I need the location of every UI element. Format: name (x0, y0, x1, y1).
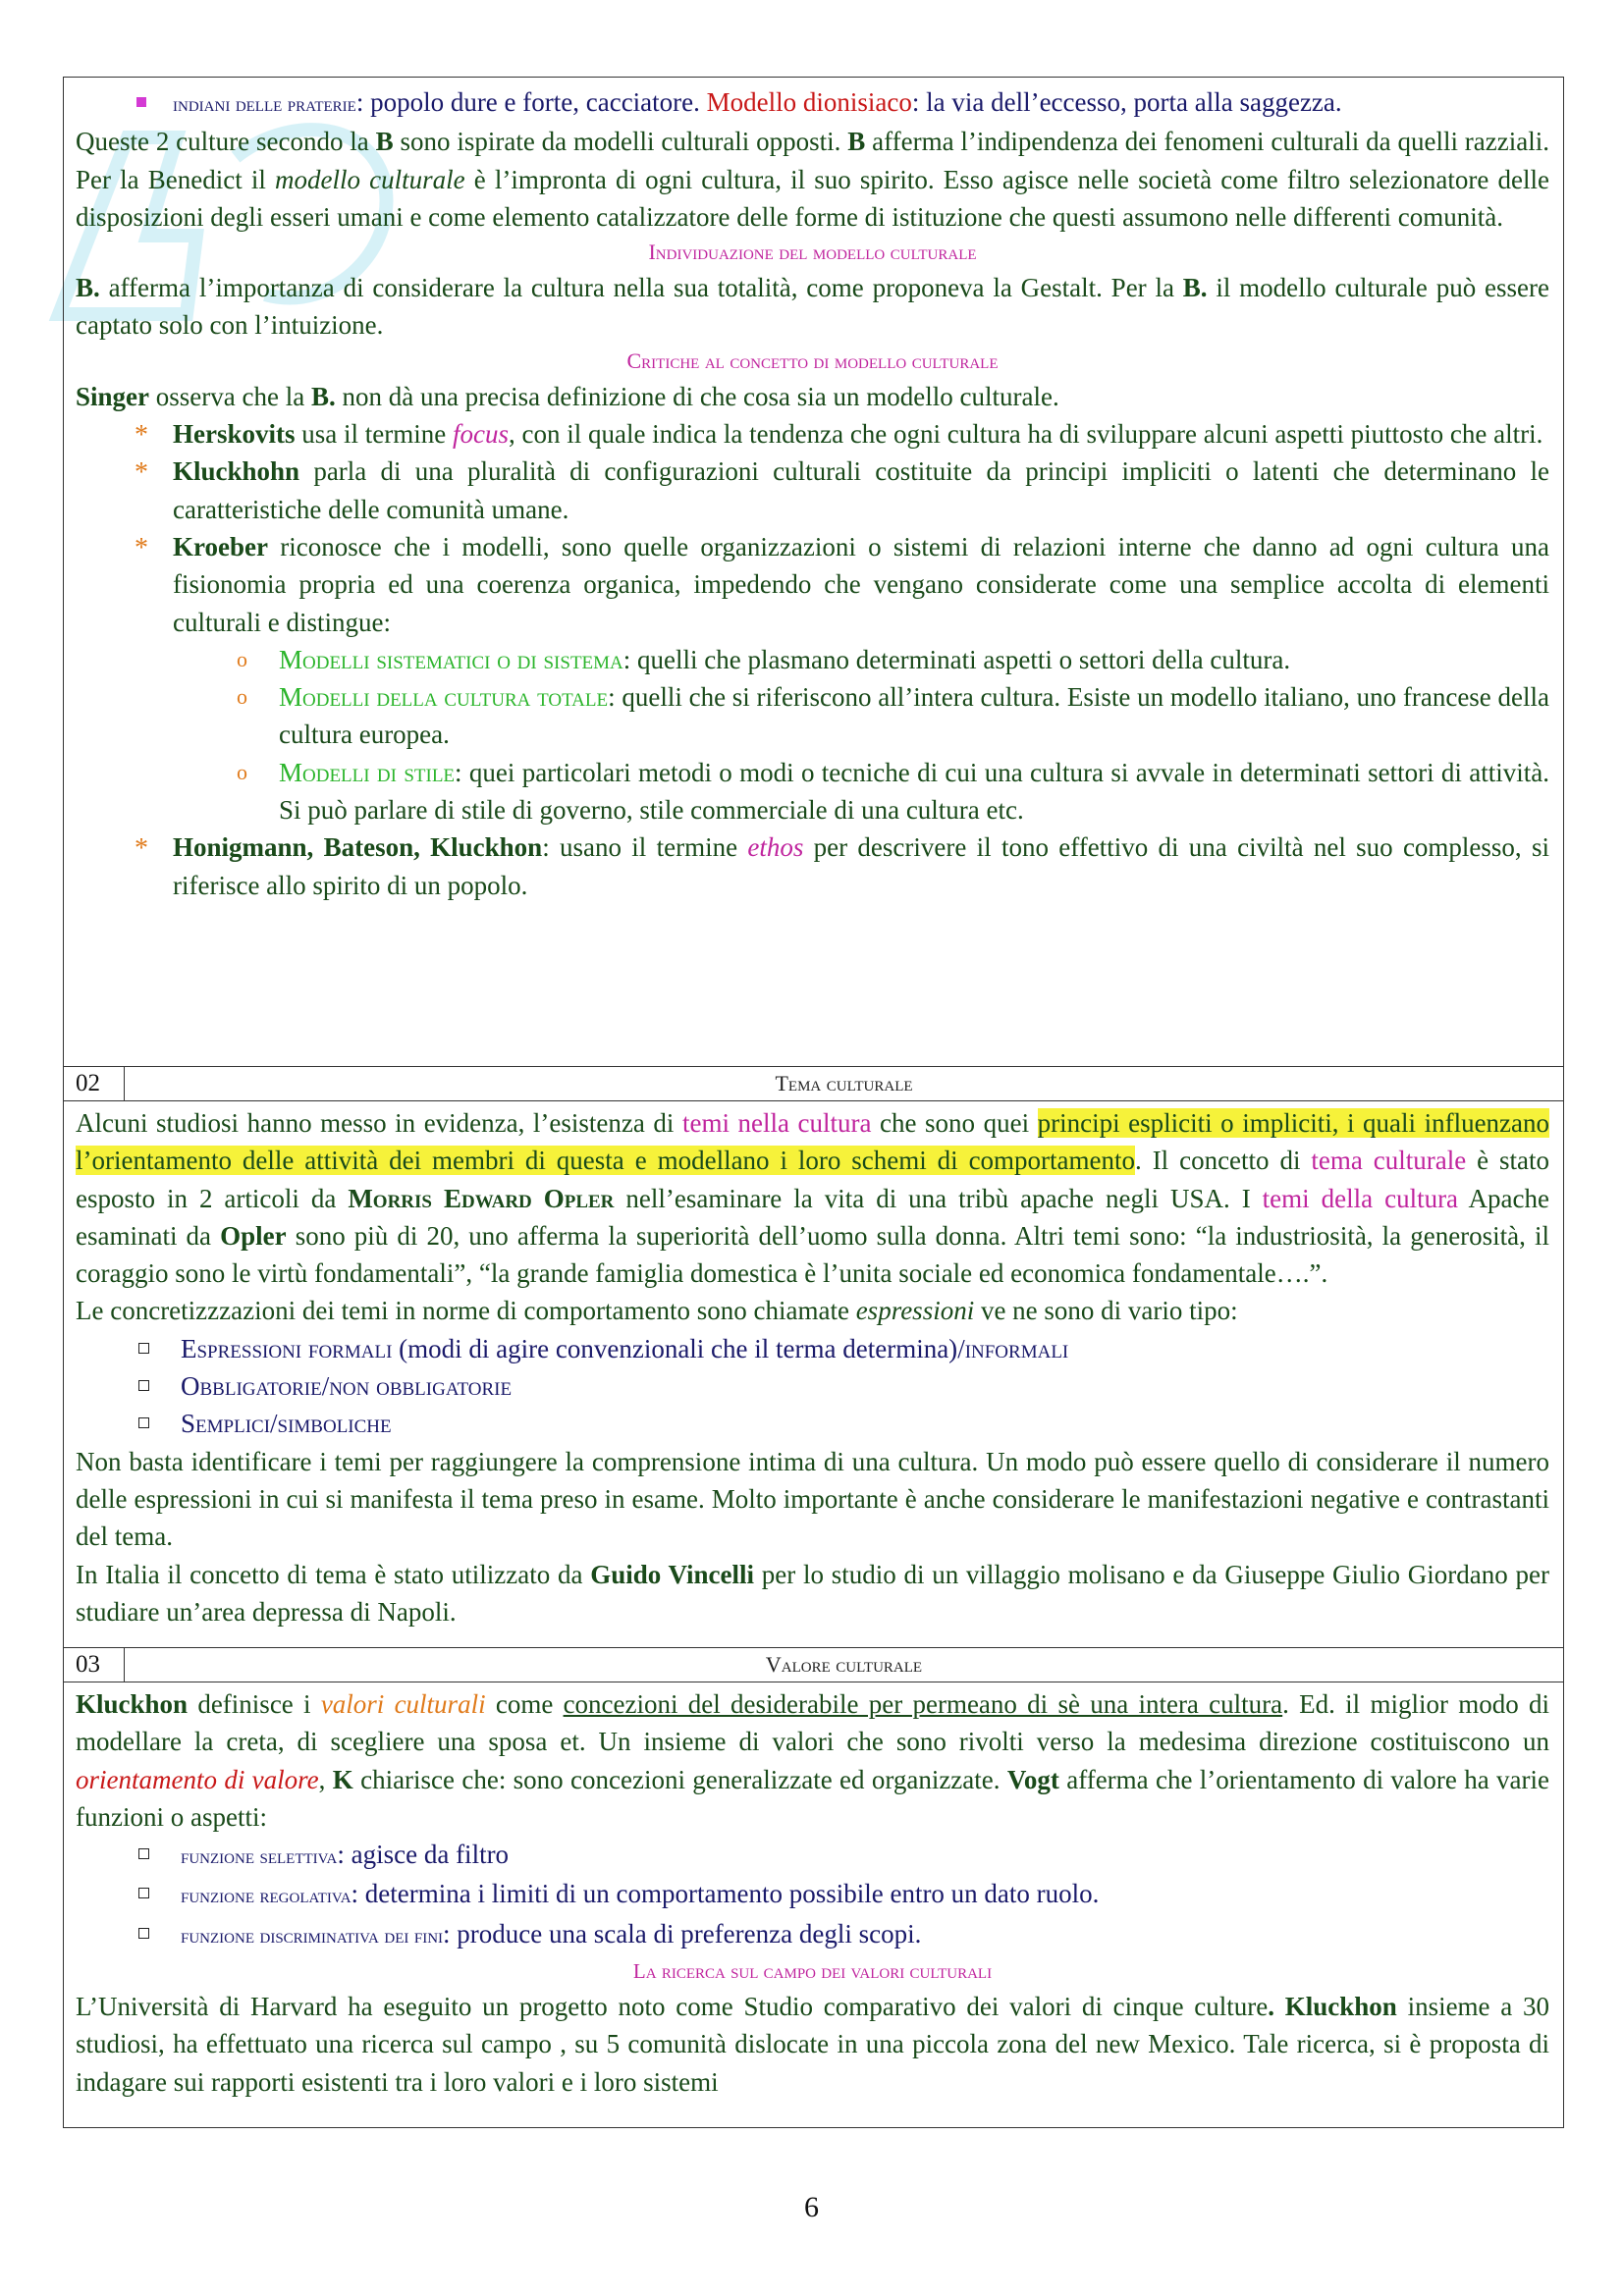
list-item-obbligatorie (76, 1367, 1549, 1405)
s2p1-g: sono più di 20, uno afferma la superiorità dell’uomo sulla donna. Altri temi sono: “la industriosità, la generosità, il coraggio sono le virtù fondamentali”, “la grande famiglia domestica è l’unita sociale ed economica fondamentale….”. (76, 1220, 1549, 1289)
square-outline-bullet-icon (138, 1417, 149, 1428)
honigmann-ethos: ethos (747, 832, 804, 863)
s3p1-c: . Ed. il miglior modo di modellare la creta, di scegliere una sposa et. Un insieme di valori che sono rivolti verso la medesima direzione costituiscono un (76, 1689, 1549, 1757)
p1-b1: B (375, 127, 394, 157)
list-item-regolativa (76, 1875, 1549, 1914)
s3p1-underline: concezioni del desiderabile per permeano di sè una intera cultura (563, 1689, 1283, 1719)
square-outline-bullet-icon (138, 1888, 149, 1898)
honigmann-a: : usano il termine (542, 832, 748, 863)
s2p1-c: . Il concetto di (1135, 1146, 1312, 1176)
s2p1-m3: temi della cultura (1262, 1183, 1459, 1213)
s3p1-i1: valori culturali (320, 1689, 486, 1719)
herskovits-a: usa il termine (295, 419, 453, 450)
paragraph-kluckhon (76, 1685, 1549, 1836)
s2p2-a: Le concretizzzazioni dei temi in norme di comportamento sono chiamate (76, 1296, 856, 1326)
circle-bullet-icon: o (237, 646, 247, 671)
s2p1-e: nell’esaminare la vita di una tribù apache negli USA. I (614, 1183, 1263, 1213)
fn0-sc: funzione selettiva (181, 1843, 338, 1869)
paragraph-espressioni (76, 1292, 1549, 1329)
section-number: 02 (64, 1067, 125, 1100)
fn1-txt: : determina i limiti di un comportamento possibile entro un dato ruolo. (351, 1879, 1100, 1909)
square-outline-bullet-icon (138, 1848, 149, 1859)
sub-item-stile (76, 754, 1549, 829)
square-outline-bullet-icon (138, 1343, 149, 1354)
s2p4-c: per lo studio di un villaggio molisano e da Giuseppe Giulio Giordano per studiare un’area depressa di Napoli. (76, 1559, 1549, 1627)
sub-label-totale: Modelli della cultura totale (279, 682, 609, 713)
s3p1-vogt: Vogt (1006, 1764, 1059, 1794)
honigmann-b: per descrivere il tono effettivo di una civiltà nel suo complesso, si riferisce allo spirito di un popolo. (173, 832, 1549, 900)
page-frame (63, 77, 1564, 2128)
s3p2-dot: . (1268, 1992, 1275, 2022)
list-item-kroeber (76, 528, 1549, 641)
box1-sc1: Obbligatorie/non obbligatorie (181, 1371, 513, 1402)
p2-b2: B. (1182, 273, 1208, 303)
list-item-herskovits (76, 415, 1549, 453)
subhead-critiche: Critiche al concetto di modello culturale (626, 347, 999, 373)
p1-b2: B (847, 127, 866, 157)
sub-text-stile: : quei particolari metodi o modi o tecniche di cui una cultura si avvale in determinati settori di attività. Si può parlare di stile di governo, stile commerciale di una cultura etc. (279, 757, 1549, 826)
sub-item-totale (76, 678, 1549, 754)
p3-b2: B. (310, 381, 336, 411)
s3p1-i2: orientamento di valore (76, 1764, 319, 1794)
paragraph-harvard (76, 1988, 1549, 2101)
s2p1-d: è stato esposto in 2 articoli da (76, 1146, 1549, 1213)
paragraph-gestalt (76, 269, 1549, 345)
p3-a: osserva che la (149, 381, 311, 411)
asterisk-bullet-icon: * (135, 457, 148, 489)
s2p1-f: Apache esaminati da (76, 1183, 1549, 1251)
s3p2-a: L’Università di Harvard ha eseguito un progetto noto come Studio comparativo dei valori di cinque culture (76, 1992, 1269, 2022)
s2p1-opler-full: Morris Edward Opler (348, 1183, 615, 1213)
sub-text-totale: : quelli che si riferiscono all’intera cultura. Esiste un modello italiano, uno francese della cultura europea. (279, 682, 1550, 750)
p2-a: afferma l’importanza di considerare la cultura nella sua totalità, come proponeva la Gestalt. Per la (99, 273, 1183, 303)
p3-b1: Singer (76, 381, 150, 411)
list-item-espressioni-formali (76, 1330, 1549, 1367)
asterisk-bullet-icon: * (135, 420, 148, 452)
p1-e: è l’impronta di ogni cultura, il suo spirito. Esso agisce nelle società come filtro selezionatore delle disposizioni degli esseri umani e come elemento catalizzatore delle forme di istituzione che questi assumono nelle differenti comunità. (76, 164, 1549, 232)
kroeber-name: Kroeber (173, 531, 268, 561)
circle-bullet-icon: o (237, 684, 247, 710)
fn1-sc: funzione regolativa (181, 1883, 352, 1908)
circle-bullet-icon: o (237, 759, 247, 784)
s2p1-highlight: principi espliciti o impliciti, i quali influenzano l’orientamento delle attività dei membri di questa e modellano i loro schemi di comportamento (76, 1108, 1550, 1176)
list-item-indiani (76, 83, 1549, 123)
sub-label-sistema: Modelli sistematici o di sistema (279, 644, 623, 674)
indiani-label: indiani delle praterie (173, 91, 356, 116)
p3-c: non dà una precisa definizione di che cosa sia un modello culturale. (335, 381, 1059, 411)
asterisk-bullet-icon: * (135, 532, 148, 563)
box0-sc2: /informali (957, 1333, 1069, 1363)
s3p2-b: Kluckhon (1284, 1992, 1397, 2022)
s3p1-b1: Kluckhon (76, 1689, 189, 1719)
s3p1-d: , (318, 1764, 333, 1794)
section-title: Tema culturale (775, 1071, 913, 1095)
list-item-honigmann (76, 828, 1549, 904)
p2-b1: B. (76, 273, 100, 303)
herskovits-focus: focus (452, 419, 509, 450)
section-header-03 (64, 1647, 1563, 1682)
list-item-kluckhohn (76, 453, 1549, 528)
herskovits-b: , con il quale indica la tendenza che ogni cultura ha di sviluppare alcuni aspetti piuttosto che altri. (508, 419, 1543, 450)
section-header-02 (64, 1066, 1563, 1101)
honigmann-name: Honigmann, Bateson, Kluckhon (173, 832, 543, 863)
section-valore-culturale (64, 1682, 1563, 2129)
kroeber-a: riconosce che i modelli, sono quelle organizzazioni o sistemi di relazioni interne che danno ad ogni cultura una fisionomia propria ed una coerenza organica, impedendo che vengano considerate come una semplice accolta di elementi culturali e distingue: (173, 531, 1549, 637)
paragraph-italia (76, 1556, 1549, 1631)
paragraph-singer (76, 378, 1549, 415)
paragraph-temi (76, 1104, 1549, 1292)
s3p1-a: definisce i (188, 1689, 321, 1719)
s2p2-i: espressioni (855, 1296, 975, 1326)
paragraph-comprensione: Non basta identificare i temi per raggiungere la comprensione intima di una cultura. Un modo può essere quello di considerare il numero delle espressioni in cui si manifesta il tema preso in esame. Molto importante è anche considerare le manifestazioni negative e contrastanti del tema. (76, 1446, 1549, 1552)
s2p2-b: ve ne sono di vario tipo: (974, 1296, 1238, 1326)
p1-a: Queste 2 culture secondo la (76, 127, 376, 157)
s2p1-b: che sono quei (871, 1108, 1038, 1138)
s3p1-k: K (332, 1764, 353, 1794)
subhead-ricerca: La ricerca sul campo dei valori culturali (632, 1959, 993, 1984)
s2p1-a: Alcuni studiosi hanno messo in evidenza, l’esistenza di (76, 1108, 682, 1138)
box0-txt: (modi di agire convenzionali che il terma determina) (392, 1333, 958, 1363)
section-tema-culturale (64, 1101, 1563, 1647)
fn2-txt: : produce una scala di preferenza degli scopi. (443, 1918, 922, 1949)
box0-sc1: Espressioni formali (181, 1333, 393, 1363)
s2p4-a: In Italia il concetto di tema è stato utilizzato da (76, 1559, 591, 1589)
modello-dionisiaco: Modello dionisiaco (706, 87, 912, 117)
list-item-discriminativa (76, 1915, 1549, 1954)
p1-c: sono ispirate da modelli culturali opposti. (393, 127, 848, 157)
kluckhohn-name: Kluckhohn (173, 456, 300, 487)
section-modello-culturale (64, 78, 1563, 1066)
indiani-text1: : popolo dure e forte, cacciatore. (355, 87, 707, 117)
section-number: 03 (64, 1648, 125, 1682)
section-title: Valore culturale (765, 1652, 923, 1677)
s3p1-f: afferma che l’orientamento di valore ha varie funzioni o aspetti: (76, 1764, 1549, 1832)
kluckhohn-a: parla di una pluralità di configurazioni culturali costituite da principi impliciti o latenti che determinano le caratteristiche delle comunità umane. (173, 456, 1549, 524)
p1-d: afferma l’indipendenza dei fenomeni culturali da quelli razziali. Per la Benedict il (76, 127, 1549, 194)
paragraph-benedict (76, 123, 1549, 236)
s2p1-m1: temi nella cultura (681, 1108, 872, 1138)
subhead-individuazione: Individuazione del modello culturale (648, 240, 977, 265)
square-bullet-icon (136, 97, 146, 107)
fn0-txt: : agisce da filtro (337, 1840, 510, 1870)
sub-item-sistema (76, 641, 1549, 678)
square-outline-bullet-icon (138, 1928, 149, 1939)
s3p2-c: insieme a 30 studiosi, ha effettuato una ricerca sul campo , su 5 comunità dislocate in una piccola zona del new Mexico. Tale ricerca, si è proposta di indagare sui rapporti esistenti tra i loro valori e i loro sistemi (76, 1992, 1550, 2097)
p2-c: il modello culturale può essere captato solo con l’intuizione. (76, 273, 1549, 341)
list-item-semplici (76, 1405, 1549, 1442)
herskovits-name: Herskovits (173, 419, 296, 450)
box2-sc1: Semplici/simboliche (181, 1409, 392, 1439)
page-number: 6 (804, 2191, 819, 2223)
fn2-sc: funzione discriminativa dei fini (181, 1922, 444, 1948)
p1-i1: modello culturale (275, 164, 465, 194)
asterisk-bullet-icon: * (135, 833, 148, 865)
s2p4-b: Guido Vincelli (590, 1559, 754, 1589)
s2p1-m2: tema culturale (1311, 1146, 1467, 1176)
indiani-text2: : la via dell’eccesso, porta alla saggezza. (911, 87, 1342, 117)
sub-text-sistema: : quelli che plasmano determinati aspetti o settori della cultura. (622, 644, 1291, 674)
square-outline-bullet-icon (138, 1380, 149, 1391)
list-item-selettiva (76, 1836, 1549, 1875)
s3p1-b: come (485, 1689, 564, 1719)
s2p1-opler: Opler (220, 1220, 287, 1251)
s3p1-e: chiarisce che: sono concezioni generalizzate ed organizzate. (352, 1764, 1007, 1794)
sub-label-stile: Modelli di stile (279, 757, 456, 787)
